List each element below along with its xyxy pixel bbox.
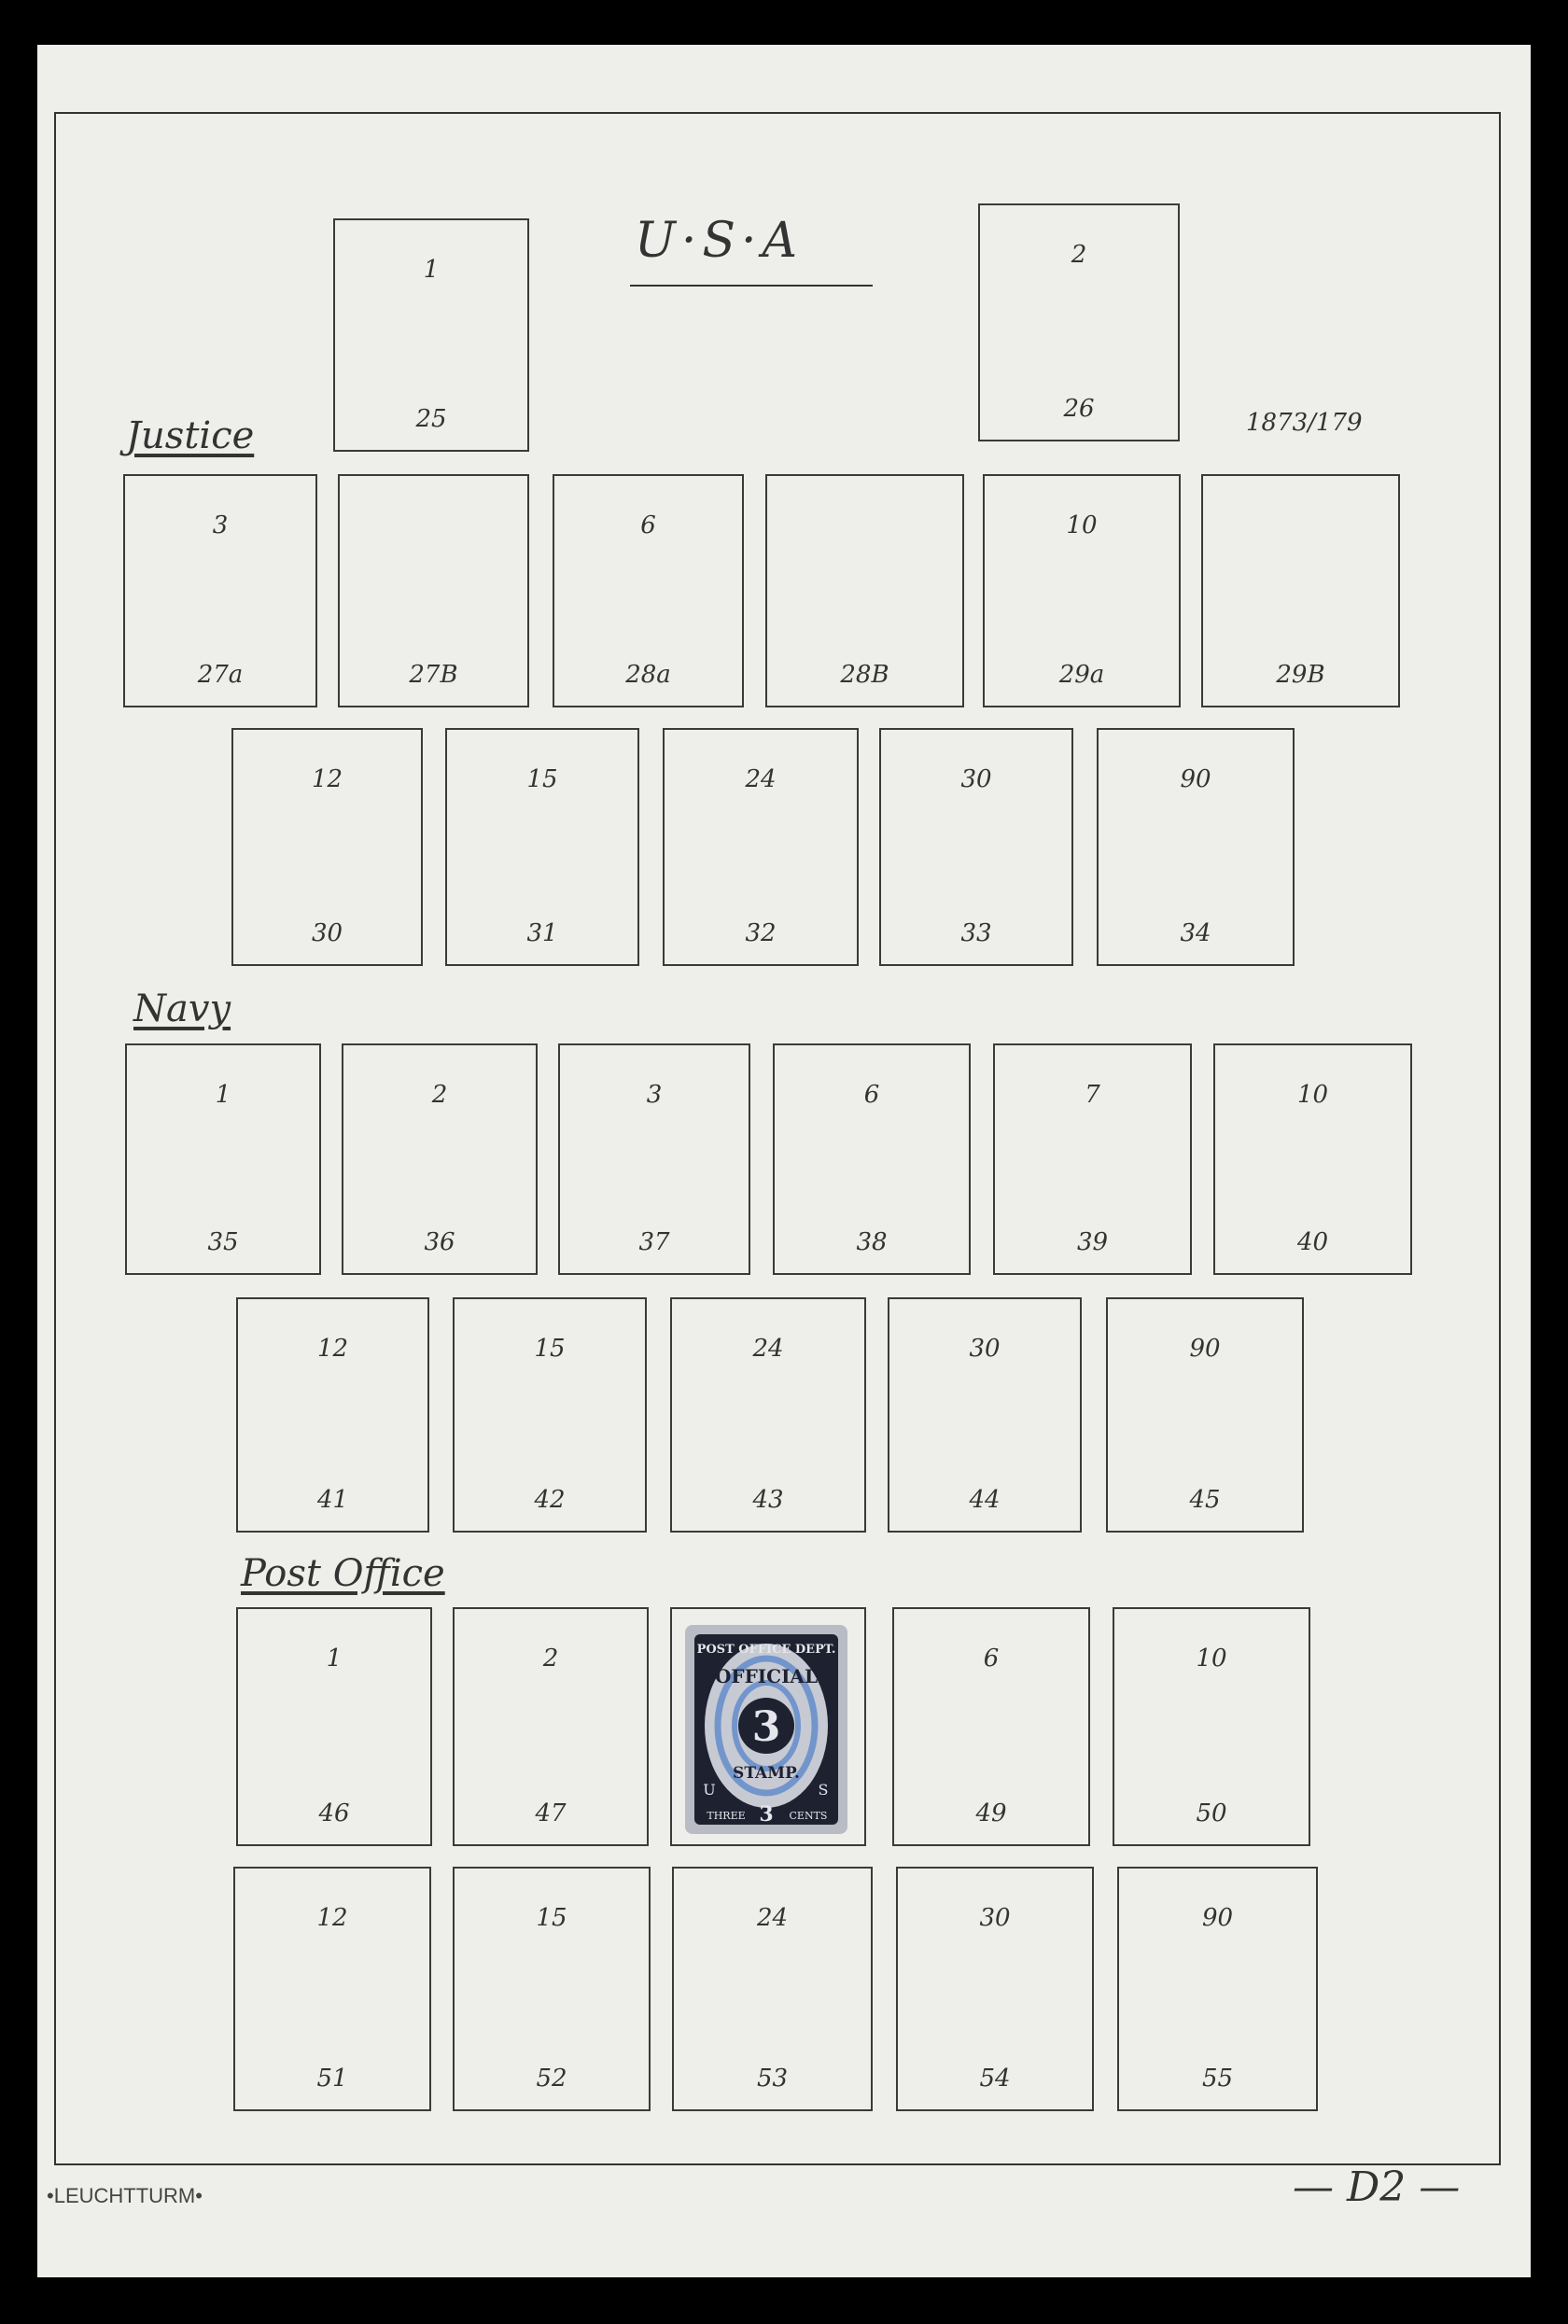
- slot-number: 41: [316, 1486, 349, 1514]
- stamp-letter-s: S: [818, 1781, 829, 1799]
- slot-number: 31: [526, 919, 558, 947]
- stamp-slot[interactable]: [983, 474, 1181, 707]
- slot-number: 45: [1189, 1486, 1221, 1514]
- slot-number: 29B: [1276, 661, 1325, 689]
- slot-number: 35: [207, 1228, 239, 1256]
- period-note: 1873/179: [1246, 409, 1363, 437]
- stamp-slot[interactable]: [879, 728, 1073, 966]
- stamp-slot[interactable]: [1117, 1867, 1318, 2111]
- slot-value: 2: [542, 1645, 559, 1673]
- slot-value: 24: [745, 765, 777, 793]
- stamp-slot[interactable]: [236, 1297, 429, 1533]
- stamp-slot[interactable]: [663, 728, 859, 966]
- slot-number: 25: [415, 405, 447, 433]
- slot-value: 12: [316, 1335, 349, 1363]
- slot-number: 33: [960, 919, 992, 947]
- slot-number: 42: [534, 1486, 566, 1514]
- slot-value: 30: [969, 1335, 1001, 1363]
- slot-number: 43: [752, 1486, 784, 1514]
- slot-number: 28a: [625, 661, 671, 689]
- stamp-slot[interactable]: [672, 1867, 873, 2111]
- stamp-word-text: STAMP.: [733, 1764, 800, 1783]
- stamp-slot[interactable]: [125, 1043, 321, 1275]
- stamp-slot[interactable]: [553, 474, 744, 707]
- stamp-slot[interactable]: [445, 728, 639, 966]
- stamp-letter-u: U: [703, 1781, 716, 1799]
- stamp-slot[interactable]: [453, 1607, 649, 1846]
- slot-number: 40: [1296, 1228, 1329, 1256]
- slot-number: 49: [975, 1799, 1007, 1827]
- slot-number: 27a: [197, 661, 244, 689]
- stamp-slot[interactable]: [1213, 1043, 1412, 1275]
- stamp-slot[interactable]: [338, 474, 529, 707]
- stamp-slot[interactable]: [765, 474, 964, 707]
- stamp-slot[interactable]: [236, 1607, 432, 1846]
- slot-value: 12: [316, 1904, 348, 1932]
- slot-number: 32: [745, 919, 777, 947]
- stamp-slot[interactable]: [558, 1043, 750, 1275]
- slot-value: 30: [979, 1904, 1011, 1932]
- slot-number: 27B: [409, 661, 458, 689]
- slot-value: 12: [311, 765, 343, 793]
- stamp-top-text: POST OFFICE DEPT.: [696, 1643, 836, 1657]
- slot-number: 34: [1180, 919, 1211, 947]
- slot-value: 15: [534, 1335, 566, 1363]
- post-office-3c-stamp[interactable]: [681, 1621, 851, 1838]
- stamp-slot[interactable]: [892, 1607, 1090, 1846]
- stamp-slot[interactable]: [993, 1043, 1192, 1275]
- stamp-slot[interactable]: [123, 474, 317, 707]
- slot-value: 1: [215, 1081, 231, 1109]
- slot-value: 24: [752, 1335, 784, 1363]
- slot-number: 46: [318, 1799, 350, 1827]
- stamp-slot[interactable]: [342, 1043, 538, 1275]
- slot-number: 37: [638, 1228, 670, 1256]
- slot-value: 30: [960, 765, 992, 793]
- slot-value: 2: [431, 1081, 448, 1109]
- stamp-slot[interactable]: [896, 1867, 1094, 2111]
- slot-number: 55: [1201, 2065, 1234, 2093]
- page-number: — D2 —: [1293, 2163, 1461, 2211]
- slot-number: 26: [1063, 395, 1095, 423]
- slot-number: 54: [979, 2065, 1011, 2093]
- slot-number: 44: [969, 1486, 1001, 1514]
- slot-value: 90: [1180, 765, 1211, 793]
- stamp-slot[interactable]: [978, 203, 1180, 441]
- slot-value: 15: [536, 1904, 567, 1932]
- slot-value: 10: [1296, 1081, 1329, 1109]
- section-title-post-office: Post Office: [241, 1552, 445, 1595]
- slot-value: 3: [212, 511, 229, 539]
- slot-number: 38: [856, 1228, 888, 1256]
- stamp-bottom-numeral: 3: [759, 1802, 774, 1827]
- section-title-navy: Navy: [133, 987, 231, 1030]
- stamp-slot[interactable]: [453, 1297, 647, 1533]
- slot-value: 10: [1066, 511, 1098, 539]
- slot-value: 90: [1189, 1335, 1221, 1363]
- slot-number: 29a: [1058, 661, 1105, 689]
- stamp-three-text: THREE: [707, 1810, 746, 1822]
- slot-value: 90: [1201, 1904, 1234, 1932]
- brand-mark: •LEUCHTTURM•: [47, 2184, 203, 2207]
- slot-value: 3: [646, 1081, 663, 1109]
- section-title-justice: Justice: [126, 414, 255, 457]
- slot-value: 15: [526, 765, 558, 793]
- slot-value: 6: [863, 1081, 880, 1109]
- slot-value: 10: [1196, 1645, 1227, 1673]
- slot-number: 50: [1196, 1799, 1227, 1827]
- slot-number: 51: [316, 2065, 348, 2093]
- slot-number: 52: [536, 2065, 567, 2093]
- slot-number: 53: [756, 2065, 789, 2093]
- slot-number: 30: [311, 919, 343, 947]
- slot-value: 1: [423, 256, 440, 284]
- slot-value: 6: [640, 511, 656, 539]
- stamp-official-text: OFFICIAL: [714, 1665, 819, 1687]
- stamp-slot[interactable]: [773, 1043, 971, 1275]
- slot-value: 6: [983, 1645, 1000, 1673]
- stamp-slot[interactable]: [888, 1297, 1082, 1533]
- stamp-slot[interactable]: [1106, 1297, 1304, 1533]
- stamp-slot[interactable]: [1201, 474, 1400, 707]
- slot-value: 24: [756, 1904, 789, 1932]
- title-underline: [630, 285, 873, 287]
- stamp-slot[interactable]: [1097, 728, 1295, 966]
- stamp-slot[interactable]: [453, 1867, 651, 2111]
- slot-value: 1: [326, 1645, 343, 1673]
- stamp-numeral: 3: [751, 1703, 781, 1751]
- stamp-slot[interactable]: [231, 728, 423, 966]
- slot-value: 2: [1071, 241, 1087, 269]
- slot-value: 7: [1085, 1081, 1100, 1109]
- stamp-slot[interactable]: [233, 1867, 431, 2111]
- slot-number: 47: [535, 1799, 567, 1827]
- slot-number: 28B: [840, 661, 889, 689]
- slot-number: 39: [1076, 1228, 1109, 1256]
- stamp-cents-text: CENTS: [789, 1810, 828, 1822]
- stamp-slot[interactable]: [670, 1297, 866, 1533]
- stamp-slot[interactable]: [1113, 1607, 1310, 1846]
- country-title: U·S·A: [635, 213, 804, 269]
- slot-number: 36: [424, 1228, 455, 1256]
- stamp-slot[interactable]: [333, 218, 529, 452]
